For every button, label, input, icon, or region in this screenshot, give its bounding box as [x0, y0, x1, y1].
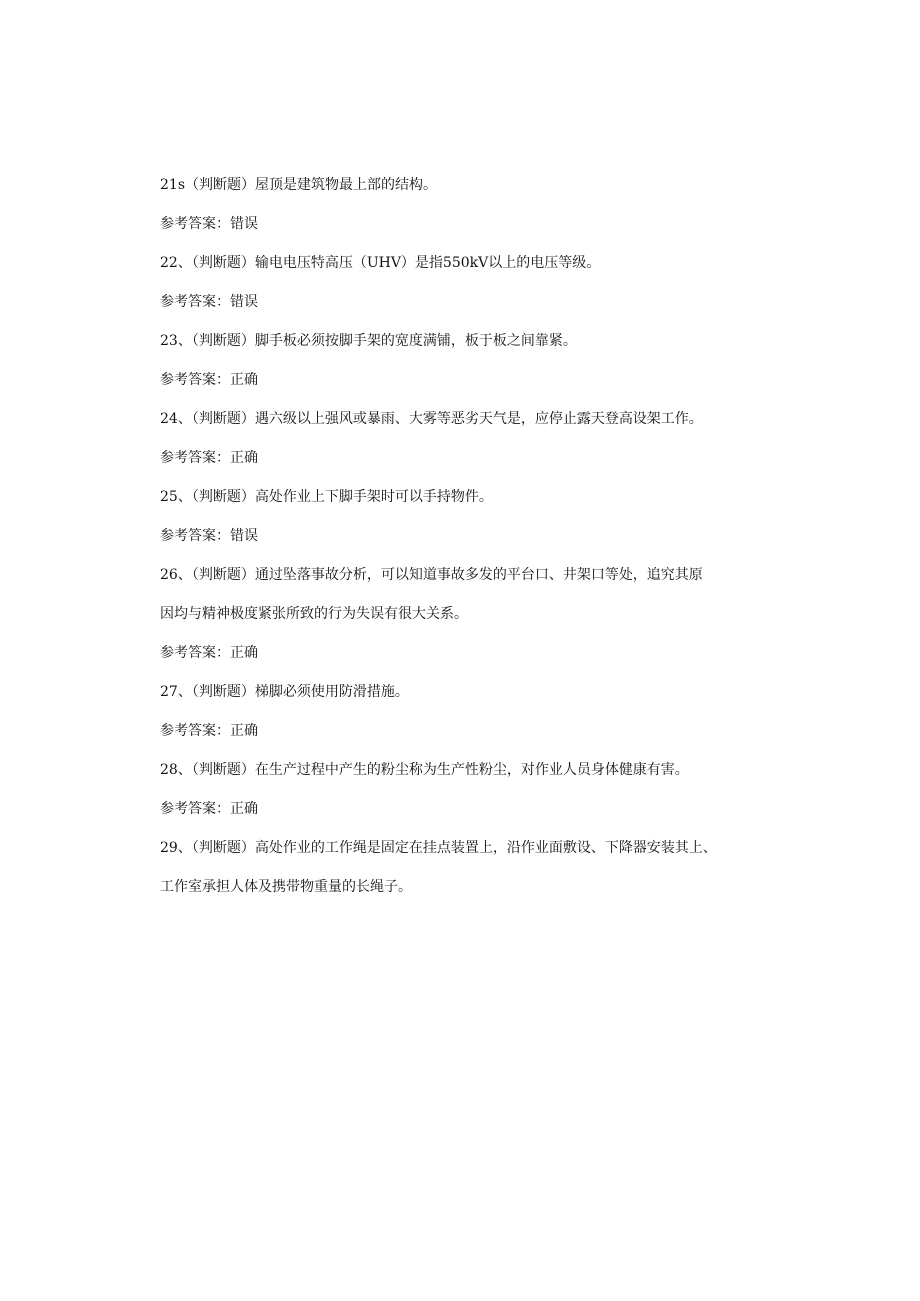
answer-23: 参考答案：正确 — [160, 372, 258, 388]
question-29-line-2: 工作室承担人体及携带物重量的长绳子。 — [160, 879, 412, 895]
answer-25: 参考答案：错误 — [160, 528, 258, 544]
question-23: 23、（判断题）脚手板必须按脚手架的宽度满铺，板于板之间靠紧。 — [160, 333, 577, 349]
question-21: 21s（判断题）屋顶是建筑物最上部的结构。 — [160, 177, 437, 193]
question-list — [160, 172, 800, 913]
question-26-line-2: 因均与精神极度紧张所致的行为失误有很大关系。 — [160, 606, 468, 622]
question-24: 24、（判断题）遇六级以上强风或暴雨、大雾等恶劣天气是，应停止露天登高设架工作。 — [160, 411, 703, 427]
answer-26: 参考答案：正确 — [160, 645, 258, 661]
question-27: 27、（判断题）梯脚必须使用防滑措施。 — [160, 684, 409, 700]
question-28: 28、（判断题）在生产过程中产生的粉尘称为生产性粉尘，对作业人员身体健康有害。 — [160, 762, 689, 778]
answer-21: 参考答案：错误 — [160, 216, 258, 232]
question-25: 25、（判断题）高处作业上下脚手架时可以手持物件。 — [160, 489, 493, 505]
question-22: 22、（判断题）输电电压特高压（UHV）是指550kV以上的电压等级。 — [160, 255, 601, 271]
answer-27: 参考答案：正确 — [160, 723, 258, 739]
question-26-line-1: 26、（判断题）通过坠落事故分析，可以知道事故多发的平台口、井架口等处，追究其原 — [160, 567, 703, 583]
question-29-line-1: 29、（判断题）高处作业的工作绳是固定在挂点装置上，沿作业面敷设、下降器安装其上、 — [160, 840, 717, 856]
answer-28: 参考答案：正确 — [160, 801, 258, 817]
answer-24: 参考答案：正确 — [160, 450, 258, 466]
answer-22: 参考答案：错误 — [160, 294, 258, 310]
